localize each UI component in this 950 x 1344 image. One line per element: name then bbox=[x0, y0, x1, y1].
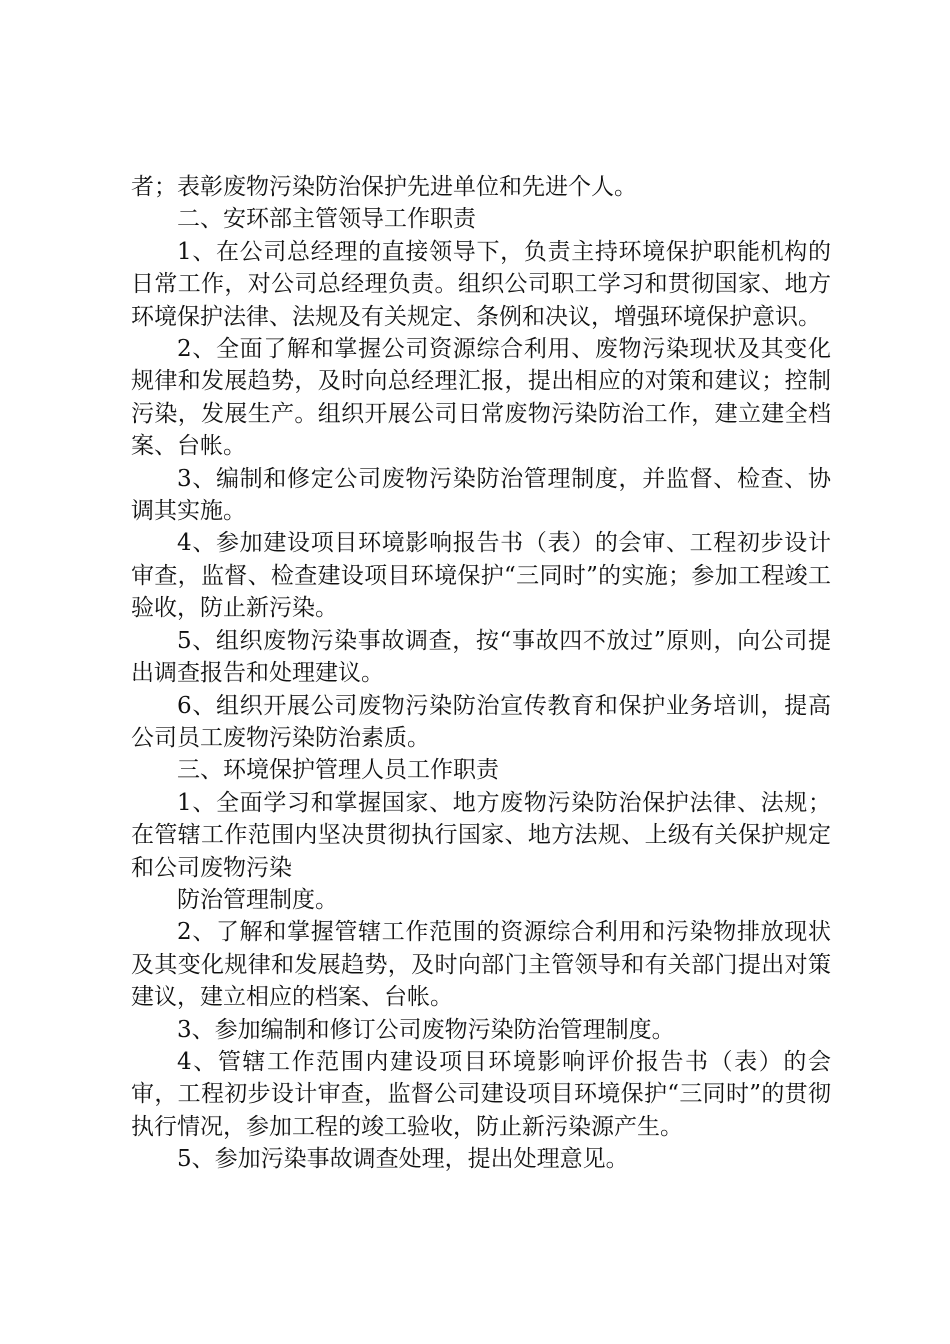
document-body bbox=[131, 171, 831, 1176]
paragraph: 1、全面学习和掌握国家、地方废物污染防治保护法律、法规；在管辖工作范围内坚决贯彻执行国家、地方法规、上级有关保护规定和公司废物污染 bbox=[131, 789, 831, 881]
section-heading-3: 三、环境保护管理人员工作职责 bbox=[177, 757, 499, 784]
paragraph: 5、参加污染事故调查处理，提出处理意见。 bbox=[177, 1146, 629, 1173]
paragraph: 3、编制和修定公司废物污染防治管理制度，并监督、检查、协调其实施。 bbox=[131, 465, 831, 525]
paragraph: 6、组织开展公司废物污染防治宣传教育和保护业务培训，提高公司员工废物污染防治素质。 bbox=[131, 692, 831, 751]
paragraph: 5、组织废物污染事故调查，按“事故四不放过”原则，向公司提出调查报告和处理建议。 bbox=[131, 627, 831, 687]
paragraph: 4、管辖工作范围内建设项目环境影响评价报告书（表）的会审，工程初步设计审查，监督公司建设项目环境保护“三同时”的贯彻执行情况，参加工程的竣工验收，防止新污染源产生。 bbox=[131, 1048, 831, 1140]
paragraph: 4、参加建设项目环境影响报告书（表）的会审、工程初步设计审查，监督、检查建设项目环境保护“三同时”的实施；参加工程竣工验收，防止新污染。 bbox=[131, 530, 831, 622]
paragraph: 2、全面了解和掌握公司资源综合利用、废物污染现状及其变化规律和发展趋势，及时向总经理汇报，提出相应的对策和建议；控制污染，发展生产。组织开展公司日常废物污染防治工作，建立建全档案、台帐。 bbox=[131, 336, 831, 460]
paragraph-continuation: 者；表彰废物污染防治保护先进单位和先进个人。 bbox=[131, 174, 637, 200]
section-heading-2: 二、安环部主管领导工作职责 bbox=[177, 206, 476, 233]
paragraph: 3、参加编制和修订公司废物污染防治管理制度。 bbox=[177, 1016, 675, 1043]
paragraph: 2、了解和掌握管辖工作范围的资源综合利用和污染物排放现状及其变化规律和发展趋势，及时向部门主管领导和有关部门提出对策建议，建立相应的档案、台帐。 bbox=[131, 919, 831, 1011]
paragraph: 防治管理制度。 bbox=[177, 886, 338, 913]
paragraph: 1、在公司总经理的直接领导下，负责主持环境保护职能机构的日常工作，对公司总经理负责。组织公司职工学习和贯彻国家、地方环境保护法律、法规及有关规定、条例和决议，增强环境保护意识。 bbox=[131, 238, 831, 330]
